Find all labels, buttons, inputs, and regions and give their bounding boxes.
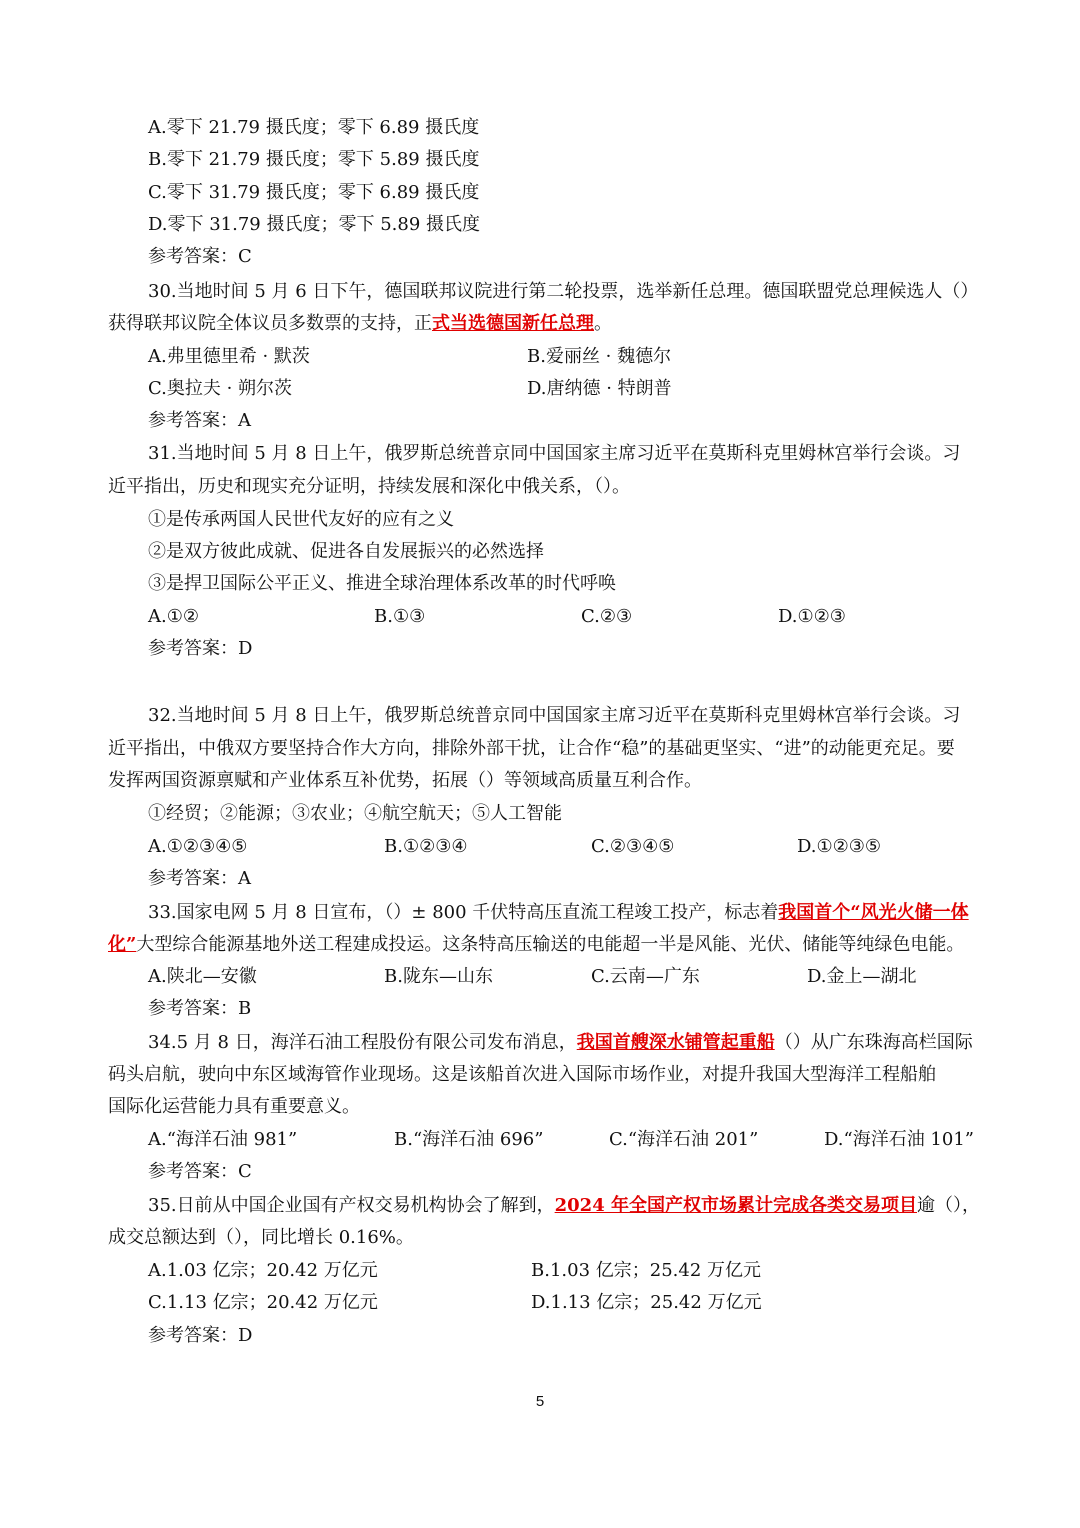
q31-stem-line1 bbox=[0, 438, 1080, 470]
q31-options-row bbox=[0, 601, 1080, 633]
q34-option-c: C.“海洋石油 201” bbox=[609, 1129, 759, 1150]
q31-option-c: C.②③ bbox=[581, 606, 633, 627]
q35-options-row2 bbox=[0, 1287, 1080, 1319]
q32-option-b: B.①②③④ bbox=[384, 836, 468, 857]
q31-stem-line2 bbox=[0, 471, 1080, 503]
q31-stem-text: 近平指出，历史和现实充分证明，持续发展和深化中俄关系，（）。 bbox=[108, 476, 630, 497]
q32-stem-text: 发挥两国资源禀赋和产业体系互补优势，拓展（）等领域高质量互利合作。 bbox=[108, 770, 702, 791]
q30-option-a: A.弗里德里希 · 默茨 bbox=[148, 346, 310, 367]
q32-option-c: C.②③④⑤ bbox=[591, 836, 675, 857]
q35-option-c: C.1.13 亿宗；20.42 万亿元 bbox=[148, 1292, 378, 1313]
q33-option-c: C.云南—广东 bbox=[591, 966, 700, 987]
q31-option-a: A.①② bbox=[148, 606, 199, 627]
q33-stem-line1-content bbox=[148, 897, 969, 929]
q32-items-line bbox=[0, 798, 1080, 830]
q30-stem-line2 bbox=[0, 308, 1080, 340]
q29-option-c-line bbox=[0, 177, 1080, 209]
q35-option-d: D.1.13 亿宗；25.42 万亿元 bbox=[531, 1292, 762, 1313]
q32-stem-line2 bbox=[0, 733, 1080, 765]
q32-option-d: D.①②③⑤ bbox=[797, 836, 882, 857]
q34-option-b: B.“海洋石油 696” bbox=[394, 1129, 544, 1150]
q29-option-d: D.零下 31.79 摄氏度；零下 5.89 摄氏度 bbox=[148, 214, 481, 235]
q35-stem-line1 bbox=[0, 1190, 1080, 1222]
q29-option-c: C.零下 31.79 摄氏度；零下 6.89 摄氏度 bbox=[148, 182, 480, 203]
q30-option-d: D.唐纳德 · 特朗普 bbox=[527, 378, 672, 399]
q30-highlight: 式当选德国新任总理 bbox=[432, 313, 594, 334]
q31-option-d: D.①②③ bbox=[778, 606, 846, 627]
q34-option-d: D.“海洋石油 101” bbox=[824, 1129, 974, 1150]
q34-highlight: 我国首艘深水铺管起重船 bbox=[576, 1032, 775, 1053]
q29-answer-line bbox=[0, 241, 1080, 273]
q31-item-2-line bbox=[0, 536, 1080, 568]
q32-options-row bbox=[0, 831, 1080, 863]
q35-stem-line1-content bbox=[148, 1190, 980, 1222]
q29-option-d-line bbox=[0, 209, 1080, 241]
q34-stem-line3 bbox=[0, 1091, 1080, 1123]
q33-highlight: 我国首个“风光火储一体 bbox=[778, 902, 969, 923]
q31-stem-text: 31.当地时间 5 月 8 日上午，俄罗斯总统普京同中国国家主席习近平在莫斯科克里姆林宫举行会谈。习 bbox=[148, 443, 961, 464]
q33-stem-text: 大型综合能源基地外送工程建成投运。这条特高压输送的电能超一半是风能、光伏、储能等纯绿色电能。 bbox=[136, 934, 965, 955]
q35-option-b: B.1.03 亿宗；25.42 万亿元 bbox=[531, 1260, 762, 1281]
q31-item-1-line bbox=[0, 504, 1080, 536]
q30-option-c: C.奥拉夫 · 朔尔茨 bbox=[148, 378, 293, 399]
q31-item-3: ③是捍卫国际公平正义、推进全球治理体系改革的时代呼唤 bbox=[148, 573, 616, 594]
q33-highlight: 化” bbox=[108, 934, 137, 955]
q30-answer: 参考答案：A bbox=[148, 410, 251, 431]
q30-stem-text: 获得联邦议院全体议员多数票的支持，正 bbox=[108, 313, 432, 334]
q33-stem-line1 bbox=[0, 897, 1080, 929]
q32-stem-text: 32.当地时间 5 月 8 日上午，俄罗斯总统普京同中国国家主席习近平在莫斯科克里姆林宫举行会谈。习 bbox=[148, 705, 961, 726]
q31-item-1: ①是传承两国人民世代友好的应有之义 bbox=[148, 509, 454, 530]
q33-stem-text: 33.国家电网 5 月 8 日宣布，（）± 800 千伏特高压直流工程竣工投产，标志着 bbox=[148, 902, 779, 923]
q34-answer-line bbox=[0, 1156, 1080, 1188]
q34-options-row bbox=[0, 1124, 1080, 1156]
q35-option-a: A.1.03 亿宗；20.42 万亿元 bbox=[148, 1260, 378, 1281]
q34-stem-line1-content bbox=[148, 1027, 973, 1059]
q30-answer-line bbox=[0, 405, 1080, 437]
q33-answer: 参考答案：B bbox=[148, 998, 252, 1019]
q30-options-row2 bbox=[0, 373, 1080, 405]
q35-stem-text: 逾（）， bbox=[917, 1195, 980, 1216]
q32-stem-line3 bbox=[0, 765, 1080, 797]
q35-answer: 参考答案：D bbox=[148, 1325, 253, 1346]
q33-option-a: A.陕北—安徽 bbox=[148, 966, 257, 987]
q31-item-2: ②是双方彼此成就、促进各自发展振兴的必然选择 bbox=[148, 541, 544, 562]
page-number: 5 bbox=[535, 1393, 545, 1410]
q30-stem-text: 。 bbox=[594, 313, 612, 334]
q30-options-row1 bbox=[0, 341, 1080, 373]
q31-option-b: B.①③ bbox=[374, 606, 426, 627]
q33-option-d: D.金上—湖北 bbox=[807, 966, 917, 987]
q34-stem-text: 国际化运营能力具有重要意义。 bbox=[108, 1096, 360, 1117]
q30-option-b: B.爱丽丝 · 魏德尔 bbox=[527, 346, 672, 367]
q30-stem-text: 30.当地时间 5 月 6 日下午，德国联邦议院进行第二轮投票，选举新任总理。德国联盟党总理候选人（） bbox=[148, 281, 979, 302]
q33-stem-line2 bbox=[0, 929, 1080, 961]
q29-option-a-line bbox=[0, 112, 1080, 144]
q29-option-b: B.零下 21.79 摄氏度；零下 5.89 摄氏度 bbox=[148, 149, 480, 170]
q34-stem-text: 码头启航，驶向中东区域海管作业现场。这是该船首次进入国际市场作业，对提升我国大型海洋工程船舶 bbox=[108, 1064, 936, 1085]
q32-option-a: A.①②③④⑤ bbox=[148, 836, 248, 857]
q33-answer-line bbox=[0, 993, 1080, 1025]
q29-option-a: A.零下 21.79 摄氏度；零下 6.89 摄氏度 bbox=[148, 117, 480, 138]
q35-stem-line2 bbox=[0, 1222, 1080, 1254]
q35-stem-text: 成交总额达到（），同比增长 0.16%。 bbox=[108, 1227, 414, 1248]
q34-option-a: A.“海洋石油 981” bbox=[148, 1129, 298, 1150]
q32-items: ①经贸；②能源；③农业；④航空航天；⑤人工智能 bbox=[148, 803, 562, 824]
q31-item-3-line bbox=[0, 568, 1080, 600]
q33-stem-line2-content bbox=[108, 929, 964, 961]
q35-answer-line bbox=[0, 1320, 1080, 1352]
q30-stem-line1 bbox=[0, 276, 1080, 308]
q34-stem-line2 bbox=[0, 1059, 1080, 1091]
q32-stem-text: 近平指出，中俄双方要坚持合作大方向，排除外部干扰，让合作“稳”的基础更坚实、“进”的动能更充足。要 bbox=[108, 738, 955, 759]
q34-stem-text: 34.5 月 8 日，海洋石油工程股份有限公司发布消息， bbox=[148, 1032, 577, 1053]
q30-stem-line2-content bbox=[108, 308, 612, 340]
q33-option-b: B.陇东—山东 bbox=[384, 966, 493, 987]
q35-highlight: 2024 年全国产权市场累计完成各类交易项目 bbox=[554, 1195, 917, 1216]
q32-stem-line1 bbox=[0, 700, 1080, 732]
q29-option-b-line bbox=[0, 144, 1080, 176]
q29-answer: 参考答案：C bbox=[148, 246, 252, 267]
q33-options-row bbox=[0, 961, 1080, 993]
q31-answer: 参考答案：D bbox=[148, 638, 253, 659]
q34-stem-line1 bbox=[0, 1027, 1080, 1059]
q32-answer: 参考答案：A bbox=[148, 868, 251, 889]
q31-answer-line bbox=[0, 633, 1080, 665]
q35-options-row1 bbox=[0, 1255, 1080, 1287]
q34-stem-text: （）从广东珠海高栏国际 bbox=[774, 1032, 973, 1053]
q35-stem-text: 35.日前从中国企业国有产权交易机构协会了解到， bbox=[148, 1195, 555, 1216]
q34-answer: 参考答案：C bbox=[148, 1161, 252, 1182]
q32-answer-line bbox=[0, 863, 1080, 895]
